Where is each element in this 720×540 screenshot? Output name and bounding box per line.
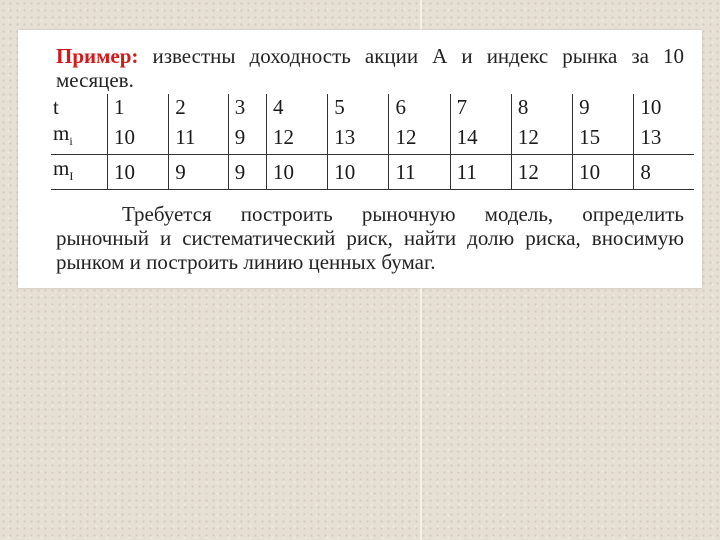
table-cell: 11 — [389, 155, 450, 190]
row-header — [51, 94, 108, 120]
table-cell: 10 — [573, 155, 634, 190]
table-cell: 9 — [573, 94, 634, 120]
table-cell: 10 — [328, 155, 389, 190]
table-cell: 7 — [450, 94, 511, 120]
table-cell: 15 — [573, 120, 634, 155]
table-cell: 10 — [267, 155, 328, 190]
table-cell: 14 — [450, 120, 511, 155]
table-cell: 12 — [267, 120, 328, 155]
table-cell: 10 — [108, 120, 169, 155]
row-header — [51, 155, 108, 190]
row-header-subscript: i — [69, 134, 73, 149]
problem-statement — [56, 44, 684, 92]
row-header-symbol: m — [53, 121, 70, 145]
row-header — [51, 120, 108, 155]
table-row — [51, 120, 694, 155]
table-cell: 10 — [634, 94, 694, 120]
table-cell: 13 — [328, 120, 389, 155]
example-label: Пример: — [56, 44, 139, 68]
table-cell: 5 — [328, 94, 389, 120]
table-cell: 11 — [450, 155, 511, 190]
table-cell: 2 — [169, 94, 229, 120]
table-cell: 10 — [108, 155, 169, 190]
table-cell: 3 — [228, 94, 266, 120]
table-cell: 4 — [267, 94, 328, 120]
table-row — [51, 94, 694, 120]
table-cell: 12 — [511, 155, 572, 190]
table-cell: 9 — [169, 155, 229, 190]
table-cell: 11 — [169, 120, 229, 155]
table-cell: 12 — [389, 120, 450, 155]
table-cell: 8 — [634, 155, 694, 190]
table-cell: 9 — [228, 155, 266, 190]
table-cell: 13 — [634, 120, 694, 155]
row-header-symbol: t — [53, 95, 59, 119]
table-cell: 12 — [511, 120, 572, 155]
task-text: Требуется построить рыночную модель, определить рыночный и систематический риск, найти долю риска, вносимую рынком и построить линию ценных бумаг. — [56, 202, 684, 274]
slide-content — [18, 30, 702, 288]
row-header-symbol: m — [53, 156, 70, 181]
table-cell: 9 — [228, 120, 266, 155]
table-row — [51, 155, 694, 190]
table-cell: 6 — [389, 94, 450, 120]
table-cell: 8 — [511, 94, 572, 120]
problem-intro: известны доходность акции А и индекс рынка за 10 месяцев. — [56, 44, 685, 92]
row-header-subscript: I — [69, 169, 74, 184]
table-cell: 1 — [108, 94, 169, 120]
data-table — [51, 94, 694, 190]
